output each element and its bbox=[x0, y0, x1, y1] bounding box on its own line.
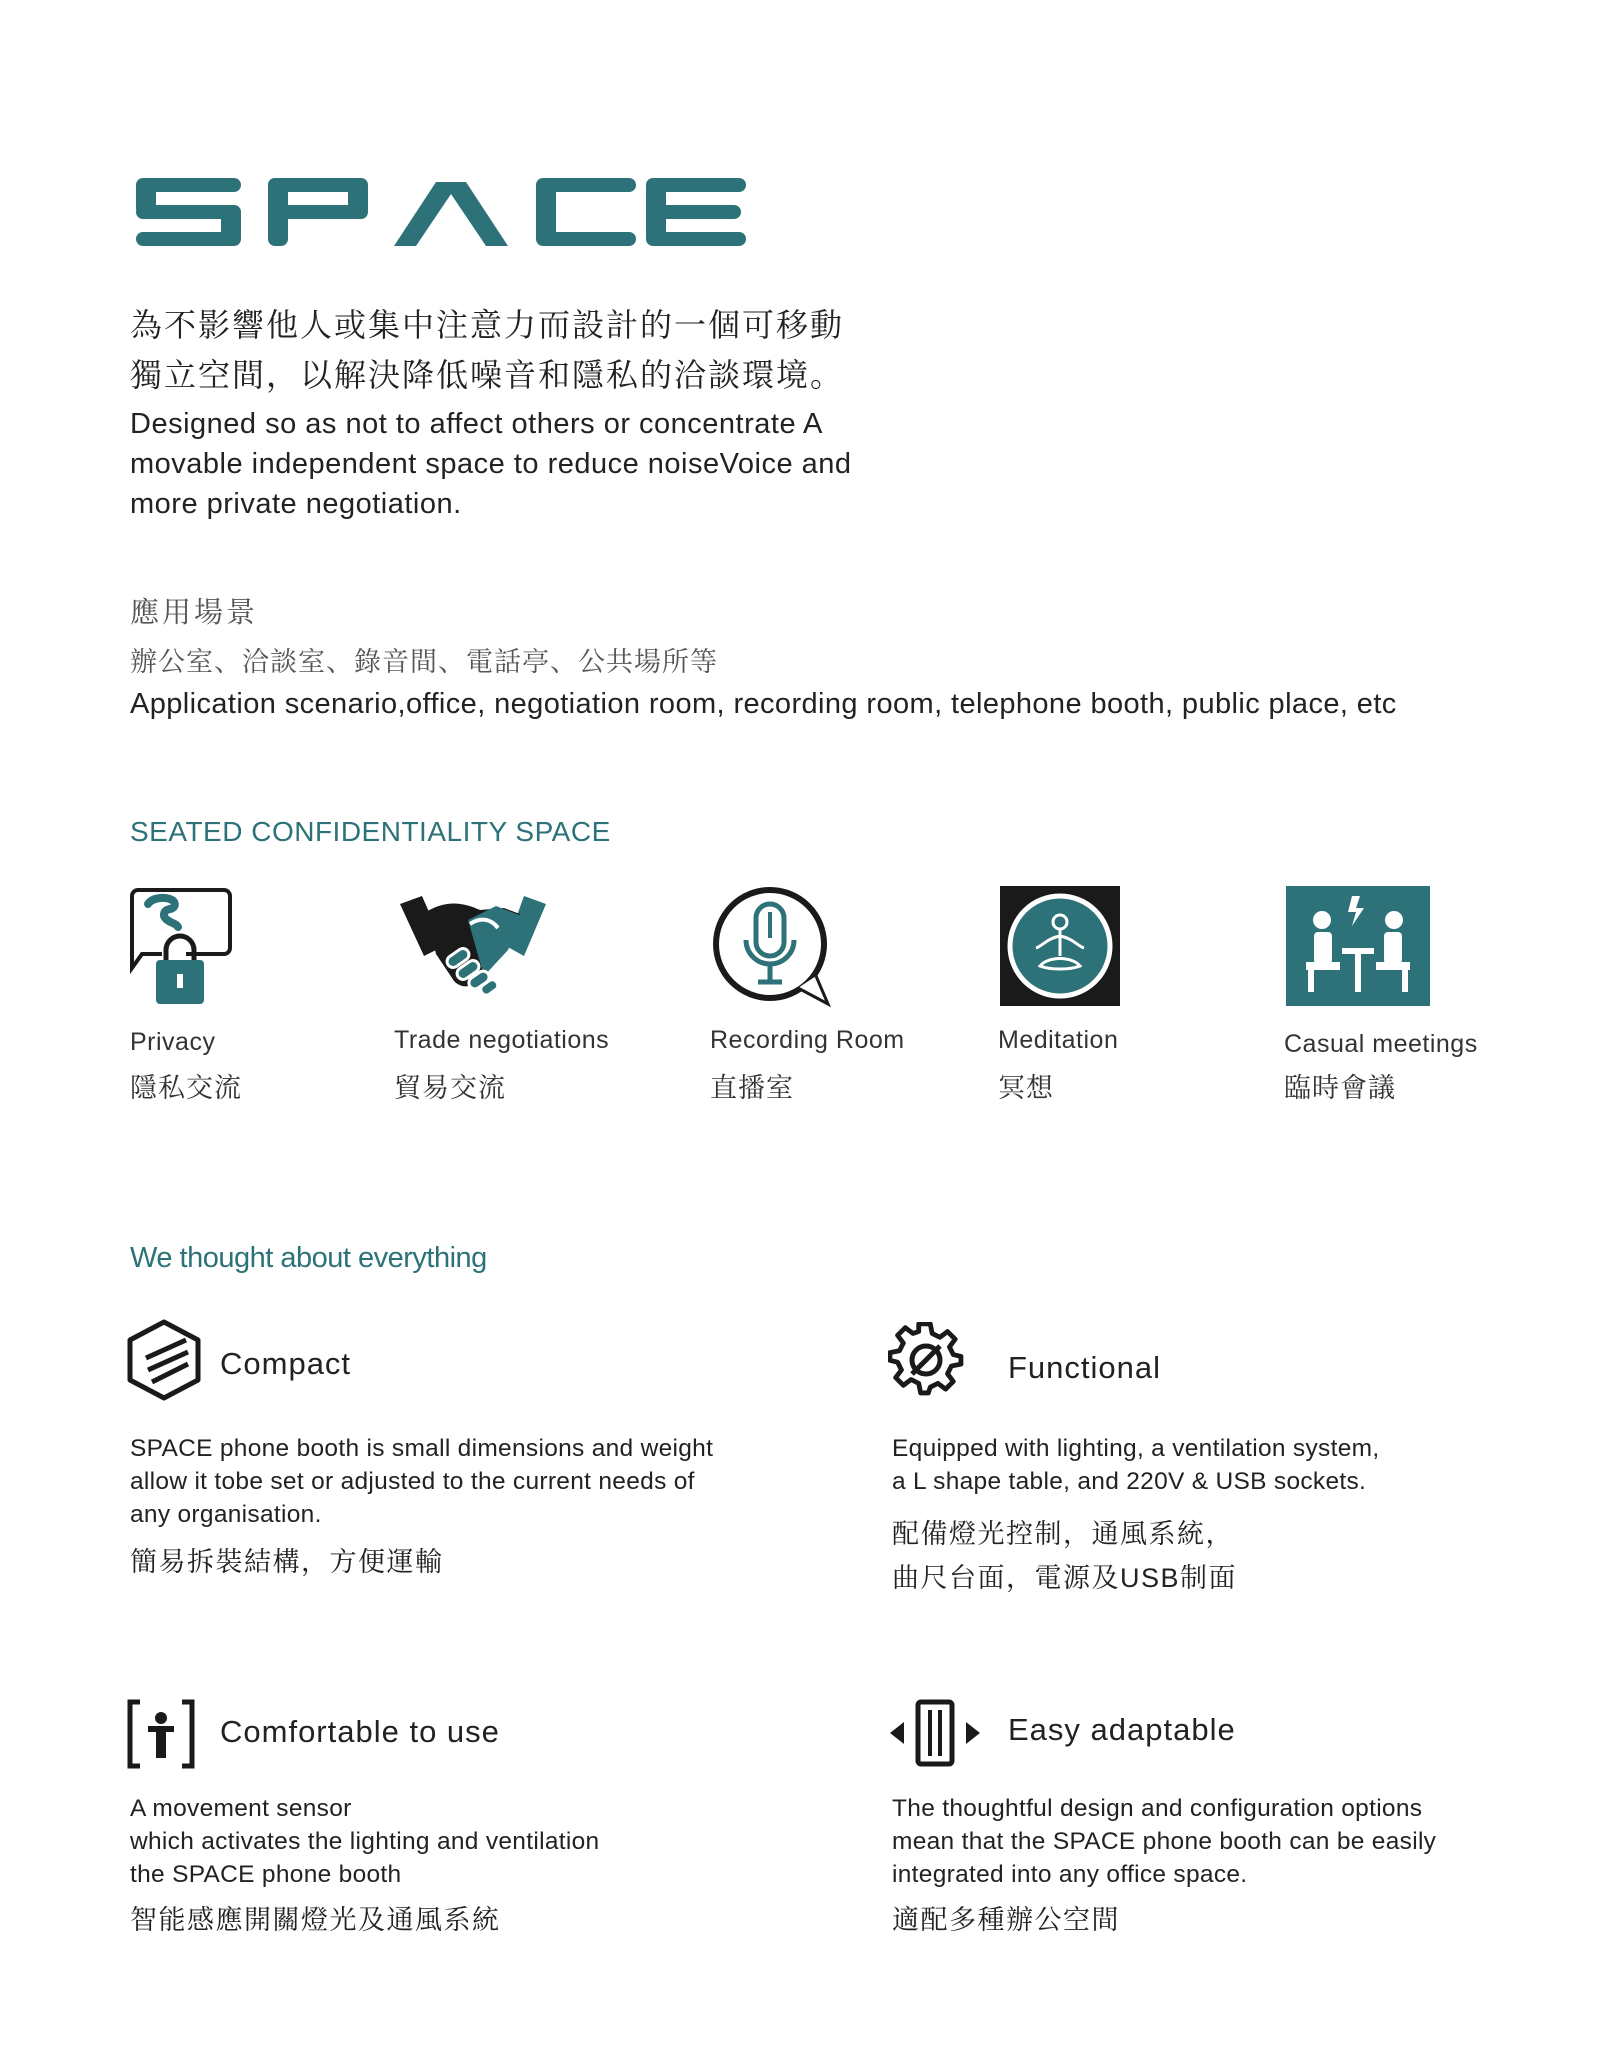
feature-text-adaptable-1: The thoughtful design and configuration options bbox=[892, 1795, 1423, 1822]
feature-zh-functional-1: 配備燈光控制，通風系統， bbox=[892, 1519, 1234, 1549]
seated-label-zh-trade: 貿易交流 bbox=[394, 1073, 506, 1103]
space-logo bbox=[136, 178, 746, 246]
feature-zh-comfortable-1: 智能感應開關燈光及通風系統 bbox=[130, 1905, 501, 1935]
feature-text-adaptable-3: integrated into any office space. bbox=[892, 1861, 1248, 1888]
seated-label-en-recording: Recording Room bbox=[710, 1026, 905, 1054]
feature-text-functional-1: Equipped with lighting, a ventilation system, bbox=[892, 1435, 1380, 1462]
feature-text-comfortable-2: which activates the lighting and ventilation bbox=[130, 1828, 600, 1855]
application-zh-title: 應用場景 bbox=[130, 597, 259, 629]
feature-heading-comfortable: Comfortable to use bbox=[220, 1714, 500, 1749]
feature-text-comfortable-1: A movement sensor bbox=[130, 1795, 352, 1822]
feature-text-adaptable-2: mean that the SPACE phone booth can be easily bbox=[892, 1828, 1437, 1855]
person-sensor-icon bbox=[126, 1698, 196, 1770]
seated-label-zh-meetings: 臨時會議 bbox=[1284, 1073, 1396, 1103]
meditation-icon bbox=[1000, 886, 1120, 1006]
feature-text-compact-2: allow it tobe set or adjusted to the current needs of bbox=[130, 1468, 695, 1495]
feature-heading-functional: Functional bbox=[1008, 1350, 1162, 1385]
feature-text-functional-2: a L shape table, and 220V & USB sockets. bbox=[892, 1468, 1367, 1495]
feature-zh-functional-2: 曲尺台面，電源及USB制面 bbox=[892, 1563, 1238, 1593]
seated-label-zh-privacy: 隱私交流 bbox=[130, 1073, 242, 1103]
gear-icon bbox=[888, 1322, 964, 1398]
feature-zh-adaptable-1: 適配多種辦公空間 bbox=[892, 1905, 1120, 1935]
thought-section-title: We thought about everything bbox=[130, 1242, 487, 1274]
meeting-icon bbox=[1286, 886, 1430, 1006]
privacy-lock-icon bbox=[128, 886, 234, 1006]
intro-en-line2: movable independent space to reduce noiseVoice and bbox=[130, 448, 852, 480]
hexagon-layers-icon bbox=[126, 1318, 202, 1402]
application-zh-list: 辦公室、洽談室、錄音間、電話亭、公共場所等 bbox=[130, 647, 718, 677]
seated-label-en-meditation: Meditation bbox=[998, 1026, 1119, 1054]
feature-zh-compact-1: 簡易拆裝結構，方便運輸 bbox=[130, 1547, 444, 1577]
feature-heading-adaptable: Easy adaptable bbox=[1008, 1712, 1236, 1747]
intro-en-line1: Designed so as not to affect others or concentrate A bbox=[130, 408, 823, 440]
seated-label-en-trade: Trade negotiations bbox=[394, 1026, 610, 1054]
microphone-icon bbox=[712, 882, 834, 1008]
seated-section-title: SEATED CONFIDENTIALITY SPACE bbox=[130, 816, 611, 847]
seated-label-zh-meditation: 冥想 bbox=[998, 1073, 1054, 1103]
door-arrows-icon bbox=[890, 1698, 980, 1768]
application-en-text: Application scenario,office, negotiation room, recording room, telephone booth, public place, etc bbox=[130, 688, 1397, 720]
feature-text-comfortable-3: the SPACE phone booth bbox=[130, 1861, 402, 1888]
seated-label-en-meetings: Casual meetings bbox=[1284, 1030, 1478, 1058]
intro-zh-line2: 獨立空間，以解決降低噪音和隱私的洽談環境。 bbox=[130, 357, 845, 393]
seated-label-en-privacy: Privacy bbox=[130, 1028, 216, 1056]
intro-en-line3: more private negotiation. bbox=[130, 488, 462, 520]
seated-label-zh-recording: 直播室 bbox=[710, 1073, 794, 1103]
feature-heading-compact: Compact bbox=[220, 1346, 352, 1381]
feature-text-compact-1: SPACE phone booth is small dimensions and weight bbox=[130, 1435, 714, 1462]
intro-zh-line1: 為不影響他人或集中注意力而設計的一個可移動 bbox=[130, 307, 845, 343]
feature-text-compact-3: any organisation. bbox=[130, 1501, 322, 1528]
handshake-icon bbox=[396, 890, 550, 1002]
